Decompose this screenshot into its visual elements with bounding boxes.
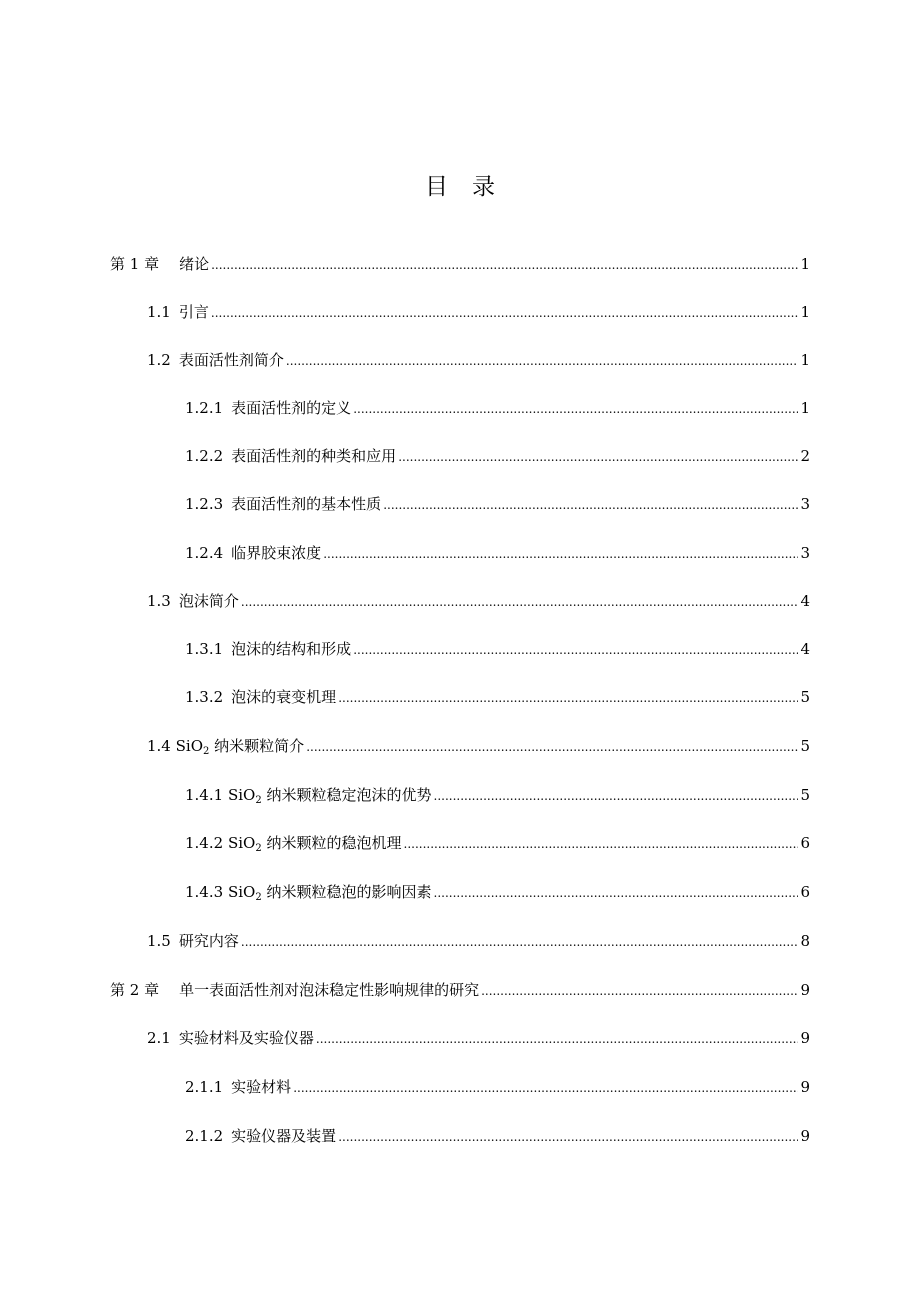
toc-title: 绪论 [179,255,210,273]
toc-page-number: 1 [800,255,810,273]
page-title [0,168,920,201]
dot-leader [338,686,798,710]
toc-title: 研究内容 [178,932,239,950]
dot-leader [286,349,799,373]
toc-number: 1.1 [147,303,171,321]
toc-number: 1.2.4 [185,544,224,562]
toc-number: 1.3 [147,592,171,610]
toc-page-number: 9 [800,1029,810,1047]
toc-entry-1-3[interactable] [147,589,810,613]
toc-entry-1-4-3[interactable] [185,880,810,904]
toc-page-number: 4 [800,592,810,610]
toc-page-number: 8 [800,932,810,950]
toc-title: 纳米颗粒稳定泡沫的优势 [266,786,432,804]
toc-formula: SiO$_2$ [227,834,262,854]
toc-entry-2-1[interactable] [147,1026,810,1050]
toc-page-number: 5 [800,688,810,706]
toc-number: 2.1 [147,1029,171,1047]
toc-number: 1.4.1 [185,786,224,804]
toc-entry-1-4[interactable] [147,734,810,758]
toc-page-number: 3 [800,495,810,513]
toc-page-number: 6 [800,834,810,852]
toc-formula: SiO$_2$ [227,883,262,903]
title-char-1: 目 [425,174,448,200]
dot-leader [353,638,798,662]
toc-entry-1-2-3[interactable] [185,492,810,516]
toc-formula: SiO$_2$ [227,786,262,806]
toc-number: 1.5 [147,932,171,950]
toc-title: 表面活性剂简介 [178,351,284,369]
toc-page-number: 5 [800,737,810,755]
toc-number: 1.2.2 [185,447,224,465]
toc-page-number: 4 [800,640,810,658]
toc-title: 泡沫的结构和形成 [231,640,352,658]
toc-entry-2-1-2[interactable] [185,1124,810,1148]
toc-page-number: 6 [800,883,810,901]
dot-leader [241,590,799,614]
toc-entry-chapter-2[interactable] [110,978,810,1002]
toc-formula: SiO$_2$ [175,737,210,757]
toc-number: 1.3.2 [185,688,224,706]
toc-number: 1.3.1 [185,640,224,658]
dot-leader [404,832,799,856]
toc-number: 1.2 [147,351,171,369]
toc-entry-1-2[interactable] [147,348,810,372]
toc-number: 第 1 章 [110,255,160,273]
toc-number: 1.2.3 [185,495,224,513]
dot-leader [434,881,799,905]
toc-entry-1-4-2[interactable] [185,831,810,855]
dot-leader [383,493,798,517]
toc-title: 泡沫简介 [178,592,239,610]
dot-leader [434,784,799,808]
dot-leader [481,979,798,1003]
toc-entry-1-3-1[interactable] [185,637,810,661]
toc-title: 临界胶束浓度 [231,544,322,562]
toc-title: 表面活性剂的定义 [231,399,352,417]
toc-number: 1.2.1 [185,399,224,417]
dot-leader [316,1027,799,1051]
toc-entry-chapter-1[interactable] [110,252,810,276]
toc-title: 单一表面活性剂对泡沫稳定性影响规律的研究 [179,981,480,999]
toc-page-number: 1 [800,351,810,369]
dot-leader [353,397,798,421]
dot-leader [338,1125,798,1149]
dot-leader [306,735,798,759]
toc-entry-1-5[interactable] [147,929,810,953]
toc-page-number: 1 [800,399,810,417]
dot-leader [241,930,799,954]
toc-title: 引言 [178,303,209,321]
toc-title: 表面活性剂的种类和应用 [231,447,397,465]
dot-leader [293,1076,798,1100]
toc-page-number: 2 [800,447,810,465]
toc-entry-1-4-1[interactable] [185,783,810,807]
toc-page-number: 9 [800,981,810,999]
toc-entry-1-2-4[interactable] [185,541,810,565]
toc-title: 纳米颗粒简介 [214,737,305,755]
toc-entry-1-2-2[interactable] [185,444,810,468]
toc-page-number: 9 [800,1078,810,1096]
toc-entry-2-1-1[interactable] [185,1075,810,1099]
toc-page-number: 3 [800,544,810,562]
toc-title: 表面活性剂的基本性质 [231,495,382,513]
toc-entry-1-2-1[interactable] [185,396,810,420]
toc-number: 1.4.3 [185,883,224,901]
toc-title: 纳米颗粒的稳泡机理 [266,834,402,852]
toc-number: 1.4 [147,737,171,755]
toc-number: 第 2 章 [110,981,160,999]
toc-page-number: 1 [800,303,810,321]
toc-entry-1-3-2[interactable] [185,685,810,709]
dot-leader [398,445,798,469]
toc-number: 1.4.2 [185,834,224,852]
toc-number: 2.1.2 [185,1127,224,1145]
toc-title: 实验仪器及装置 [231,1127,337,1145]
title-char-2: 录 [472,174,495,200]
toc-title: 实验材料 [231,1078,292,1096]
dot-leader [211,253,798,277]
dot-leader [323,542,798,566]
toc-page-number: 9 [800,1127,810,1145]
dot-leader [211,301,799,325]
toc-entry-1-1[interactable] [147,300,810,324]
toc-title: 纳米颗粒稳泡的影响因素 [266,883,432,901]
toc-number: 2.1.1 [185,1078,224,1096]
toc-title: 泡沫的衰变机理 [231,688,337,706]
toc-page-number: 5 [800,786,810,804]
toc-title: 实验材料及实验仪器 [178,1029,314,1047]
